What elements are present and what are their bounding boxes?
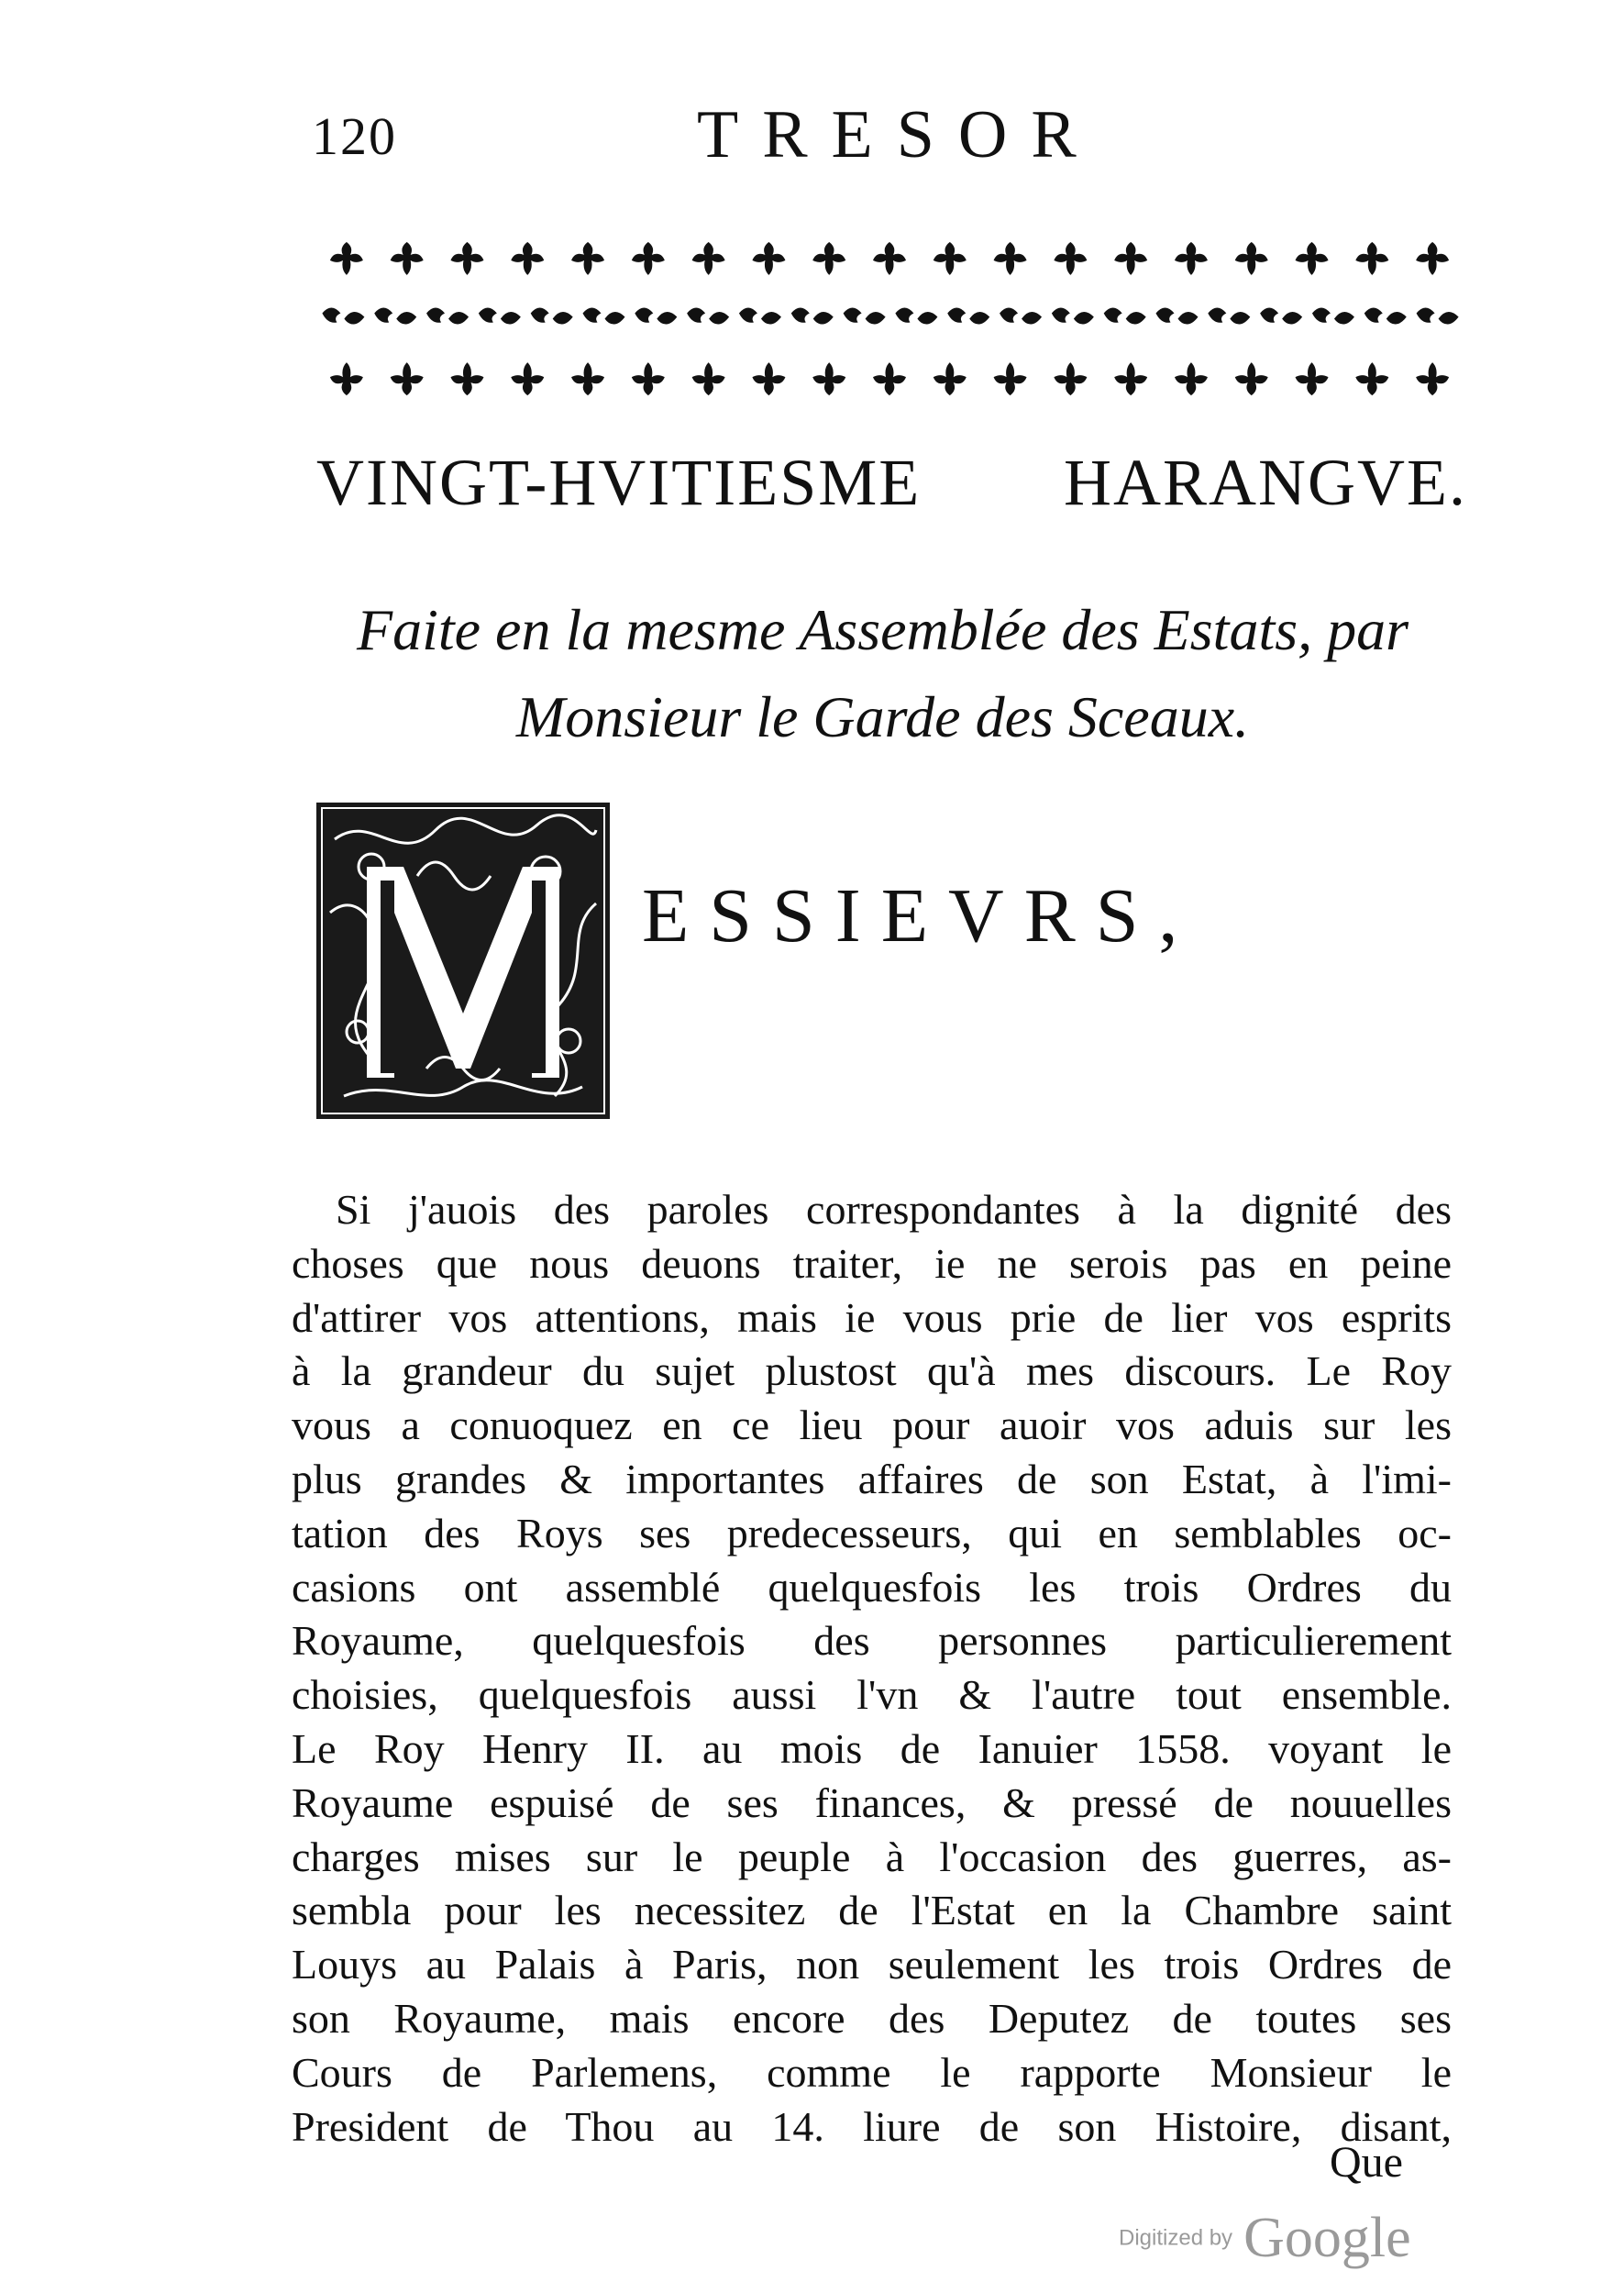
fleuron-mark: [632, 362, 665, 395]
fleuron-mark: [1104, 308, 1146, 325]
fleuron-mark: [1175, 242, 1208, 275]
fleuron-mark: [1312, 308, 1354, 325]
fleuron-mark: [1416, 362, 1449, 395]
fleuron-mark: [1417, 308, 1459, 325]
text-line: casions ont assemblé quelquesfois les trois Ordres du: [292, 1563, 1452, 1611]
fleuron-mark: [692, 362, 725, 395]
catchword: Que: [1330, 2138, 1403, 2187]
fleuron-mark: [1355, 362, 1388, 395]
fleuron-mark: [1416, 242, 1449, 275]
fleuron-mark: [1364, 308, 1407, 325]
fleuron-mark: [791, 308, 834, 325]
body-text: [292, 1183, 1452, 2154]
text-line: sembla pour les necessitez de l'Estat en la Chambre saint: [292, 1887, 1452, 1934]
fleuron-mark: [752, 362, 785, 395]
text-line: à la grandeur du sujet plustost qu'à mes discours. Le Roy: [292, 1347, 1452, 1395]
fleuron-mark: [450, 242, 483, 275]
fleuron-mark: [739, 308, 781, 325]
fleuron-mark: [479, 308, 521, 325]
fleuron-mark: [1296, 362, 1329, 395]
fleuron-mark: [322, 308, 364, 325]
fleuron-mark: [1260, 308, 1302, 325]
text-line: Si j'auois des paroles correspondantes à la dignité des: [336, 1186, 1452, 1233]
text-line: Louys au Palais à Paris, non seulement les trois Ordres de: [292, 1941, 1452, 1988]
fleuron-mark: [1054, 362, 1087, 395]
subtitle-line-2: Monsieur le Garde des Sceaux.: [515, 684, 1250, 749]
page-header: [312, 96, 1440, 179]
fleuron-mark: [947, 308, 989, 325]
text-line: charges mises sur le peuple à l'occasion des guerres, as-: [292, 1833, 1452, 1880]
running-head: TRESOR: [697, 97, 1100, 172]
fleuron-mark: [391, 242, 424, 275]
fleuron-mark: [1054, 242, 1087, 275]
fleuron-mark: [330, 362, 363, 395]
fleuron-mark: [1208, 308, 1250, 325]
digitization-watermark: [1119, 2206, 1411, 2271]
fleuron-mark: [511, 242, 544, 275]
fleuron-mark: [391, 362, 424, 395]
fleuron-mark: [531, 308, 573, 325]
fleuron-mark: [1175, 362, 1208, 395]
text-line: choisies, quelquesfois aussi l'vn & l'autre tout ensemble.: [292, 1671, 1452, 1719]
fleuron-mark: [1000, 308, 1042, 325]
fleuron-mark: [687, 308, 729, 325]
google-logo: Google: [1243, 2207, 1411, 2269]
text-line: tation des Roys ses predecesseurs, qui en semblables oc-: [292, 1509, 1452, 1556]
digitized-by-label: Digitized by: [1119, 2225, 1233, 2251]
fleuron-mark: [583, 308, 625, 325]
fleuron-mark: [873, 362, 906, 395]
fleuron-mark: [873, 242, 906, 275]
text-line: son Royaume, mais encore des Deputez de toutes ses: [292, 1994, 1452, 2042]
decorated-initial: [316, 803, 610, 1119]
fleuron-mark: [1235, 362, 1268, 395]
fleuron-mark: [752, 242, 785, 275]
fleuron-mark: [1052, 308, 1094, 325]
fleuron-mark: [632, 242, 665, 275]
subtitle-line-1: Faite en la mesme Assemblée des Estats, par: [356, 597, 1409, 662]
fleuron-mark: [692, 242, 725, 275]
opening-word: ESSIEVRS,: [642, 873, 1199, 958]
fleuron-mark: [934, 242, 967, 275]
text-line: President de Thou au 14. liure de son Histoire, disant,: [292, 2102, 1452, 2150]
fleuron-mark: [1156, 308, 1199, 325]
fleuron-mark: [934, 362, 967, 395]
text-line: plus grandes & importantes affaires de son Estat, à l'imi-: [292, 1455, 1452, 1502]
fleuron-mark: [426, 308, 469, 325]
text-line: Cours de Parlemens, comme le rapporte Monsieur le: [292, 2048, 1452, 2096]
text-line: d'attirer vos attentions, mais ie vous prie de lier vos esprits: [292, 1293, 1452, 1341]
text-line: vous a conuoquez en ce lieu pour auoir vos aduis sur les: [292, 1401, 1452, 1449]
text-line: Le Roy Henry II. au mois de Ianuier 1558. voyant le: [292, 1724, 1452, 1772]
fleuron-mark: [1235, 242, 1268, 275]
fleuron-mark: [374, 308, 416, 325]
fleuron-mark: [1355, 242, 1388, 275]
fleuron-mark: [330, 242, 363, 275]
fleuron-mark: [1114, 242, 1147, 275]
fleuron-ornament-band: [316, 234, 1463, 404]
fleuron-mark: [1296, 242, 1329, 275]
text-line: choses que nous deuons traiter, ie ne serois pas en peine: [292, 1239, 1452, 1287]
fleuron-mark: [571, 242, 604, 275]
fleuron-mark: [812, 362, 845, 395]
harangue-title: [316, 445, 1467, 527]
fleuron-mark: [994, 362, 1027, 395]
fleuron-mark: [635, 308, 677, 325]
fleuron-mark: [511, 362, 544, 395]
fleuron-mark: [844, 308, 886, 325]
fleuron-mark: [994, 242, 1027, 275]
floral-initial-m-icon: [316, 803, 610, 1119]
page-number: 120: [312, 106, 397, 166]
text-line: Royaume espuisé de ses finances, & pressé de nouuelles: [292, 1778, 1452, 1826]
title-word: HARANGVE.: [1064, 446, 1467, 519]
fleuron-ornament-icon: [316, 234, 1463, 404]
text-line: Royaume, quelquesfois des personnes particulierement: [292, 1617, 1452, 1665]
fleuron-mark: [895, 308, 937, 325]
fleuron-mark: [812, 242, 845, 275]
fleuron-mark: [1114, 362, 1147, 395]
fleuron-mark: [450, 362, 483, 395]
title-ordinal: VINGT-HVITIESME: [316, 446, 922, 519]
fleuron-mark: [571, 362, 604, 395]
